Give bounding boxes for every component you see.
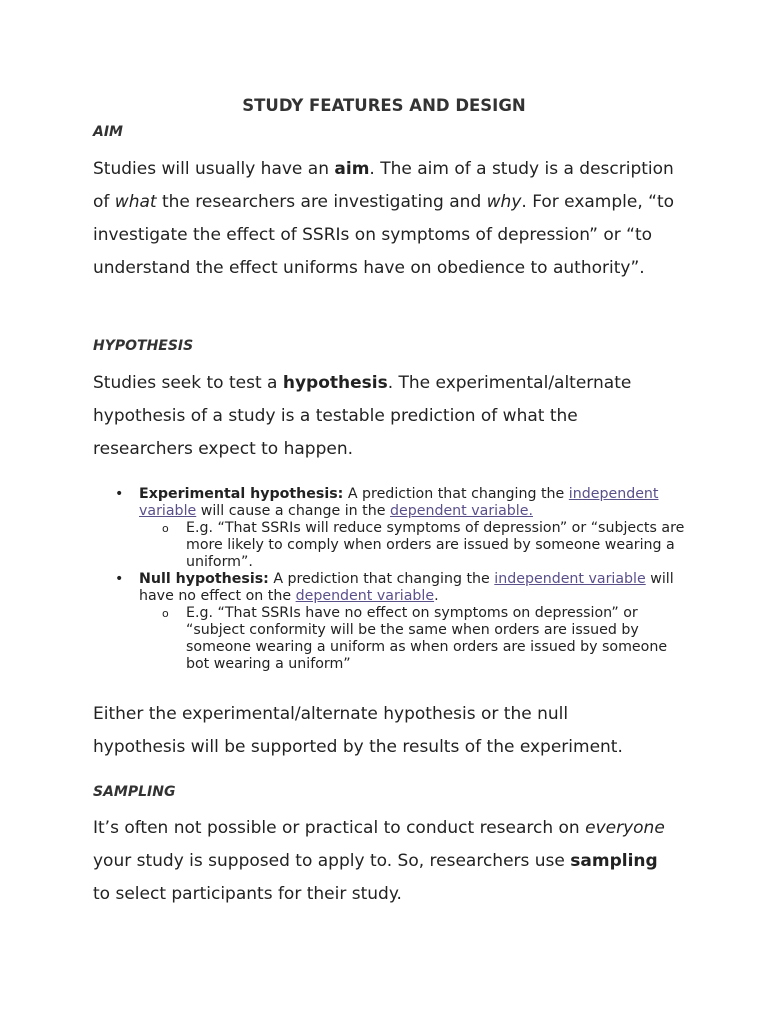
sampling-text: It’s often not possible or practical to conduct research on (93, 818, 586, 838)
aim-text: Studies will usually have an (93, 159, 335, 179)
aim-heading: AIM (93, 124, 123, 140)
sampling-bold-term: sampling (570, 851, 658, 871)
experimental-text: A prediction that changing the (343, 486, 569, 502)
list-item-null (93, 571, 693, 605)
sampling-italic-everyone: everyone (585, 818, 665, 838)
sampling-text: to select participants for their study. (93, 884, 402, 904)
null-label: Null hypothesis: (139, 571, 269, 587)
aim-italic-what: what (114, 192, 157, 212)
hypothesis-bold-term: hypothesis (282, 373, 388, 393)
hypothesis-text: Studies seek to test a (93, 373, 283, 393)
null-example: E.g. “That SSRIs have no effect on symptoms on depression” or “subject conformity will be the same when orders are issued by someone wearing a uniform as when orders are issued by someone bot wearing a uniform” (186, 605, 668, 672)
aim-text: . For example, “to investigate the effect of SSRIs on symptoms of depression” or “to understand the effect uniforms have on obedience to authority”. (93, 192, 675, 278)
null-text: A prediction that changing the (268, 571, 495, 587)
list-subitem-experimental-example (93, 520, 693, 571)
dependent-variable-link[interactable]: dependent variable. (389, 503, 533, 519)
independent-variable-link[interactable]: independent variable (494, 571, 646, 587)
sampling-paragraph (93, 812, 673, 911)
list-item-experimental (93, 486, 693, 520)
sub-bullet-marker: o (162, 607, 169, 620)
aim-italic-why: why (486, 192, 522, 212)
sampling-text: your study is supposed to apply to. So, researchers use (93, 851, 571, 871)
independent-variable-link[interactable]: independent variable (139, 486, 659, 519)
hypothesis-paragraph (93, 367, 658, 466)
sampling-heading: SAMPLING (93, 784, 176, 800)
null-text: will have no effect on the (139, 571, 674, 604)
experimental-example: E.g. “That SSRIs will reduce symptoms of depression” or “subjects are more likely to comply when orders are issued by someone wearing a uniform”. (186, 520, 685, 570)
hypothesis-text: . The experimental/alternate hypothesis of a study is a testable prediction of what the researchers expect to happen. (93, 373, 632, 459)
aim-text: the researchers are investigating and (156, 192, 487, 212)
experimental-label: Experimental hypothesis: (139, 486, 344, 502)
hypothesis-list (93, 486, 693, 673)
hypothesis-heading: HYPOTHESIS (93, 338, 194, 354)
page-title: STUDY FEATURES AND DESIGN (242, 96, 526, 115)
dependent-variable-link[interactable]: dependent variable (295, 588, 435, 604)
aim-text: . The aim of a study is a description of (93, 159, 674, 212)
aim-paragraph (93, 153, 683, 285)
list-subitem-null-example (93, 605, 693, 673)
hypothesis-conclusion: Either the experimental/alternate hypothesis or the null hypothesis will be supported by the results of the experiment. (93, 704, 623, 757)
experimental-text: will cause a change in the (196, 503, 390, 519)
null-text: . (434, 588, 439, 604)
bullet-marker: • (115, 571, 124, 587)
sub-bullet-marker: o (162, 522, 169, 535)
aim-bold-term: aim (334, 159, 370, 179)
bullet-marker: • (115, 486, 124, 502)
